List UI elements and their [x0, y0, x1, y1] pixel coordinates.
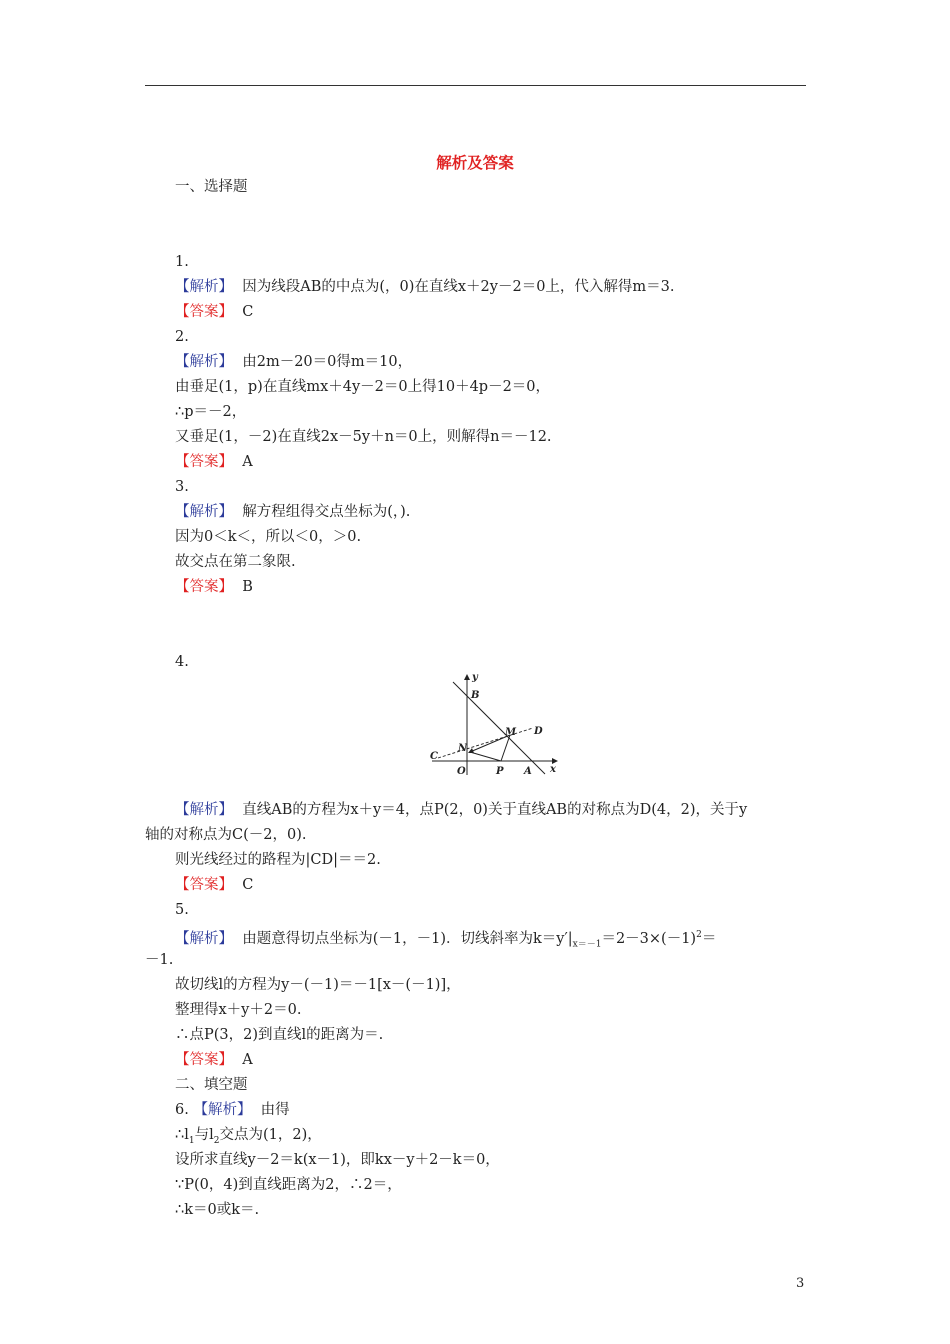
- q2-line-1: 由垂足(1，p)在直线mx＋4y－2＝0上得10＋4p－2＝0，: [175, 379, 551, 395]
- q2-line-2: ∴p＝－2，: [175, 404, 247, 420]
- q1-analysis: [175, 277, 675, 297]
- q5-analysis-sub: x＝－1: [572, 939, 602, 950]
- q5-line-2: 整理得x＋y＋2＝0.: [175, 1002, 302, 1018]
- q3-analysis-text: 解方程组得交点坐标为(，).: [242, 504, 411, 520]
- q6-line-4: ∴k＝0或k＝.: [175, 1202, 260, 1218]
- q4-number: 4.: [175, 654, 189, 670]
- label-a: A: [524, 766, 532, 777]
- q4-analysis-text: 直线AB的方程为x＋y＝4，点P(2，0)关于直线AB的对称点为D(4，2)，关于y: [242, 802, 748, 818]
- analysis-tag: 【解析】: [175, 802, 233, 818]
- q5-analysis: [175, 925, 716, 955]
- q4-answer-text: C: [242, 877, 254, 893]
- q2-number: 2.: [175, 329, 189, 345]
- answer-tag: 【答案】: [175, 304, 233, 320]
- analysis-tag: 【解析】: [175, 279, 233, 295]
- answer-tag: 【答案】: [175, 579, 233, 595]
- q5-line-3: ∴点P(3，2)到直线l的距离为＝.: [175, 1027, 384, 1043]
- q5-analysis-text-c: ＝: [701, 930, 717, 947]
- q6-line1-sub1: 1: [188, 1135, 195, 1146]
- q4-analysis: [175, 800, 747, 820]
- q5-number: 5.: [175, 902, 189, 918]
- path-m-p: [501, 735, 510, 761]
- analysis-tag: 【解析】: [175, 354, 233, 370]
- answer-tag: 【答案】: [175, 454, 233, 470]
- q5-analysis-cont: －1.: [145, 952, 174, 968]
- label-d: D: [534, 726, 543, 737]
- q2-analysis: [175, 352, 412, 372]
- q6-line-2: 设所求直线y－2＝k(x－1)，即kx－y＋2－k＝0，: [175, 1152, 500, 1168]
- q6-line1-sub2: 2: [213, 1135, 220, 1146]
- q6-analysis-text: 由得: [260, 1102, 290, 1118]
- q5-answer-text: A: [242, 1052, 253, 1068]
- q6-line1-c: 交点为(1，2)，: [219, 1127, 322, 1143]
- q6-line-3: ∵P(0，4)到直线距离为2，∴2＝，: [175, 1177, 402, 1193]
- label-o: O: [457, 766, 466, 777]
- q6-line-intersection: [175, 1125, 322, 1151]
- q5-analysis-sup: 2: [696, 930, 702, 940]
- label-c: C: [430, 751, 438, 762]
- q1-number: 1.: [175, 254, 189, 270]
- q6-line1-a: ∴l: [175, 1127, 189, 1143]
- label-n: N: [458, 743, 468, 754]
- q3-analysis: [175, 502, 410, 522]
- analysis-tag: 【解析】: [175, 930, 233, 947]
- q5-analysis-text-a: 由题意得切点坐标为(－1，－1)．切线斜率为k＝y′|: [242, 930, 573, 947]
- q5-line-1: 故切线l的方程为y－(－1)＝－1[x－(－1)]，: [175, 977, 461, 993]
- q4-line-1: 则光线经过的路程为|CD|＝＝2.: [175, 852, 381, 868]
- q4-analysis-cont: 轴的对称点为C(－2，0).: [145, 827, 307, 843]
- page-number: 3: [796, 1276, 805, 1291]
- page-title: 解析及答案: [436, 153, 514, 172]
- q3-line-1: 因为0＜k＜，所以＜0，＞0.: [175, 529, 362, 545]
- q3-number: 3.: [175, 479, 189, 495]
- q6-line1-b: 与l: [194, 1127, 214, 1143]
- q2-analysis-text: 由2m－20＝0得m＝10，: [242, 354, 413, 370]
- label-y: y: [472, 672, 478, 683]
- q6-analysis: [175, 1100, 290, 1120]
- dashed-line-cd: [438, 728, 533, 758]
- q1-answer-text: C: [242, 304, 254, 320]
- q1-analysis-text: 因为线段AB的中点为(，0)在直线x＋2y－2＝0上，代入解得m＝3.: [242, 279, 675, 295]
- q3-line-2: 故交点在第二象限.: [175, 554, 296, 570]
- path-n-p: [470, 752, 501, 761]
- analysis-tag: 【解析】: [193, 1102, 252, 1118]
- header-rule: [145, 85, 806, 86]
- label-x: x: [550, 764, 556, 775]
- answer-tag: 【答案】: [175, 1052, 233, 1068]
- q2-answer: [175, 452, 253, 472]
- q2-answer-text: A: [242, 454, 253, 470]
- label-b: B: [471, 690, 480, 701]
- answer-tag: 【答案】: [175, 877, 233, 893]
- q3-answer: [175, 577, 253, 597]
- q6-number: 6.: [175, 1102, 189, 1118]
- q1-answer: [175, 302, 253, 322]
- section-heading-fill: 二、填空题: [175, 1077, 248, 1093]
- q3-answer-text: B: [242, 579, 253, 595]
- y-axis-arrow: [464, 674, 470, 680]
- q2-line-3: 又垂足(1，－2)在直线2x－5y＋n＝0上，则解得n＝－12.: [175, 429, 552, 445]
- path-n-m: [470, 735, 510, 752]
- q5-answer: [175, 1050, 253, 1070]
- q4-figure: [420, 670, 560, 780]
- section-heading-choice: 一、选择题: [175, 179, 248, 195]
- analysis-tag: 【解析】: [175, 504, 233, 520]
- label-p: P: [496, 766, 504, 777]
- q4-answer: [175, 875, 253, 895]
- q5-analysis-text-b: ＝2－3×(－1): [601, 930, 697, 947]
- label-m: M: [505, 727, 517, 738]
